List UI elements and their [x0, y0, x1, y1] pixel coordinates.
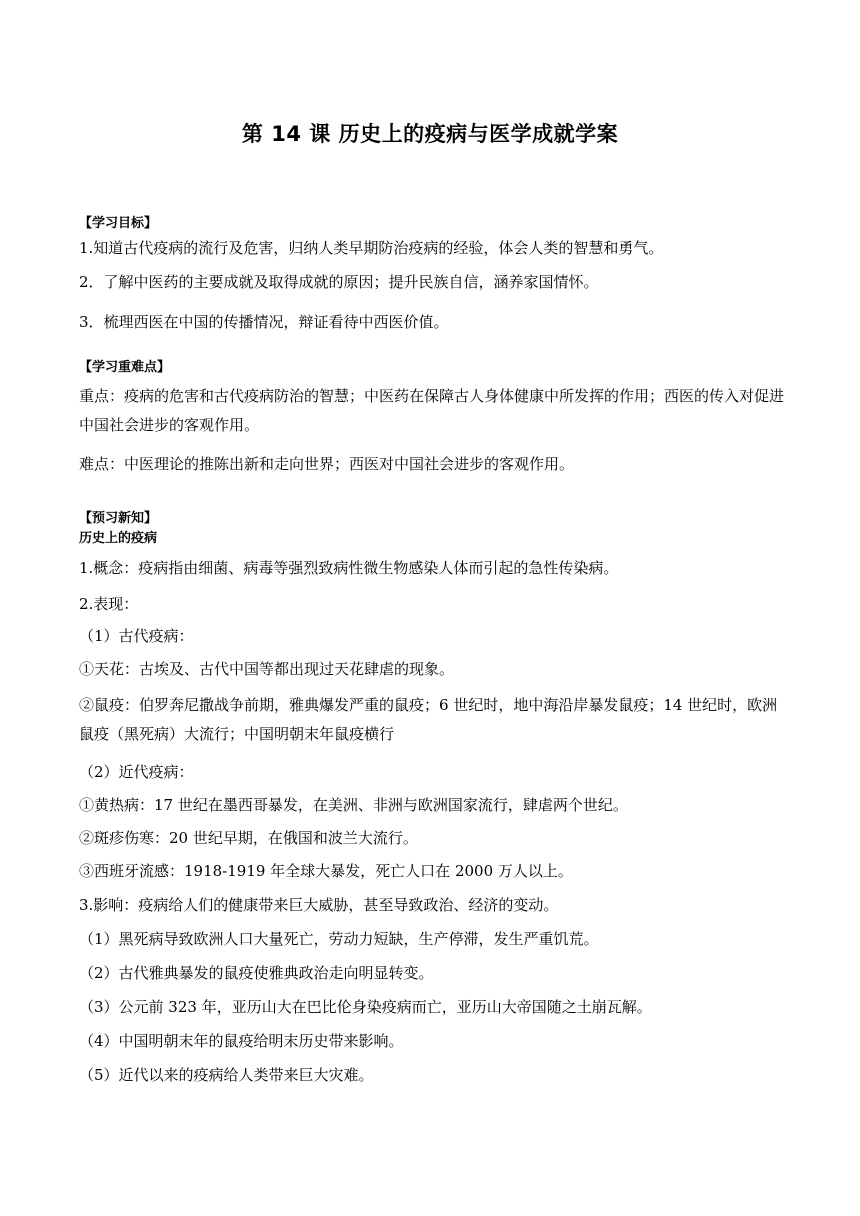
preview-line: 2.表现： — [79, 595, 139, 613]
objectives-heading: 【学习目标】 — [79, 216, 158, 231]
preview-line: （5）近代以来的疫病给人类带来巨大灾难。 — [79, 1066, 374, 1084]
preview-line: ③西班牙流感：1918-1919 年全球大暴发，死亡人口在 2000 万人以上。 — [79, 862, 573, 880]
preview-line-wrapped: ②鼠疫：伯罗奔尼撒战争前期，雅典爆发严重的鼠疫；6 世纪时，地中海沿岸暴发鼠疫；14 世纪时，欧洲鼠疫（黑死病）大流行；中国明朝末年鼠疫横行 — [79, 696, 778, 743]
preview-line: ①天花：古埃及、古代中国等都出现过天花肆虐的现象。 — [79, 660, 455, 678]
preview-line: 3.影响：疫病给人们的健康带来巨大威胁，甚至导致政治、经济的变动。 — [79, 896, 559, 914]
key-points-section — [79, 358, 791, 378]
preview-line: ②斑疹伤寒：20 世纪早期，在俄国和波兰大流行。 — [79, 829, 418, 847]
preview-line: （1）古代疫病： — [79, 627, 194, 645]
preview-line: （2）古代雅典暴发的鼠疫使雅典政治走向明显转变。 — [79, 964, 434, 982]
preview-section — [79, 509, 791, 529]
preview-subheading: 历史上的疫病 — [79, 531, 158, 546]
preview-line: ①黄热病：17 世纪在墨西哥暴发，在美洲、非洲与欧洲国家流行，肆虐两个世纪。 — [79, 796, 628, 814]
preview-line: （4）中国明朝末年的鼠疫给明末历史带来影响。 — [79, 1032, 404, 1050]
preview-line: （1）黑死病导致欧洲人口大量死亡，劳动力短缺，生产停滞，发生严重饥荒。 — [79, 930, 599, 948]
key-points-focus: 重点：疫病的危害和古代疫病防治的智慧；中医药在保障古人身体健康中所发挥的作用；西医的传入对促进中国社会进步的客观作用。 — [79, 387, 785, 434]
objectives-section — [79, 214, 791, 234]
objective-item-2: 2．了解中医药的主要成就及取得成就的原因；提升民族自信，涵养家国情怀。 — [79, 273, 599, 291]
page-title: 第 14 课 历史上的疫病与医学成就学案 — [241, 122, 619, 146]
objective-item-3: 3．梳理西医在中国的传播情况，辩证看待中西医价值。 — [79, 313, 449, 331]
preview-line: （2）近代疫病： — [79, 763, 194, 781]
objective-item-1: 1.知道古代疫病的流行及危害，归纳人类早期防治疫病的经验，体会人类的智慧和勇气。 — [79, 239, 664, 257]
preview-heading: 【预习新知】 — [79, 511, 158, 526]
key-points-heading: 【学习重难点】 — [79, 360, 171, 375]
preview-line: （3）公元前 323 年，亚历山大在巴比伦身染疫病而亡，亚历山大帝国随之土崩瓦解。 — [79, 998, 652, 1016]
key-points-difficulty: 难点：中医理论的推陈出新和走向世界；西医对中国社会进步的客观作用。 — [79, 455, 575, 473]
preview-line: 1.概念：疫病指由细菌、病毒等强烈致病性微生物感染人体而引起的急性传染病。 — [79, 559, 619, 577]
